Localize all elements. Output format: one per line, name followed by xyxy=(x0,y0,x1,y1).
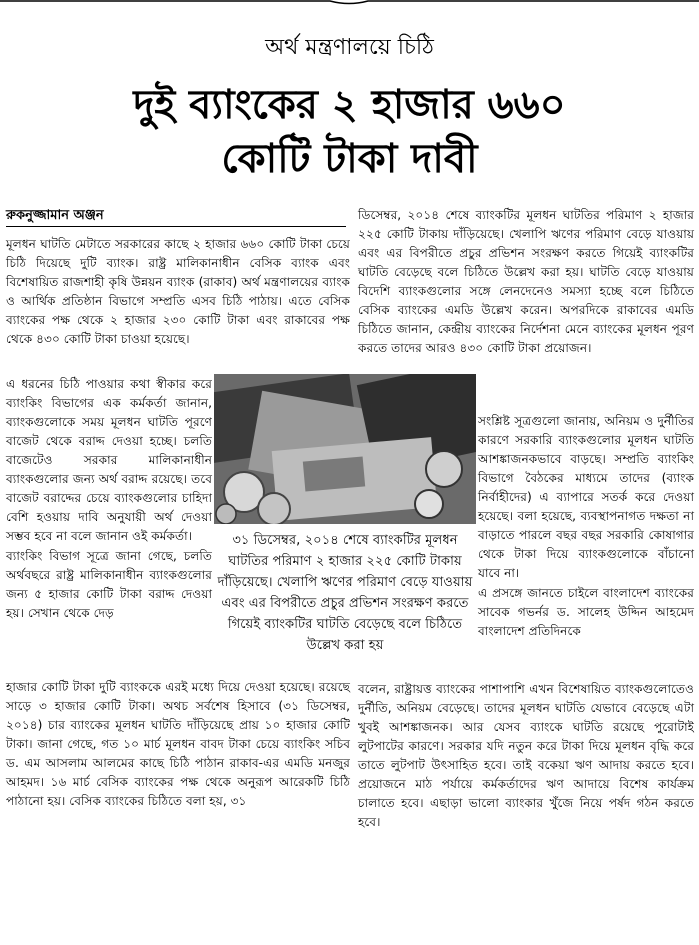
top-decorative-rule xyxy=(0,0,699,6)
headline xyxy=(0,78,699,186)
banknotes-icon xyxy=(214,374,476,524)
paragraph: হাজার কোটি টাকা দুটি ব্যাংককে এরই মধ্যে দিয়ে দেওয়া হয়েছে। রয়েছে সাড়ে ৩ হাজার কোটি টাকা। অথচ সর্বশেষ হিসাবে (৩১ ডিসেম্বর, ২০১৪) চার ব্যাংকের মূলধন ঘাটতি দাঁড়িয়েছে প্রায় ১০ হাজার কোটি টাকা। জানা গেছে, গত ১০ মার্চ মূলধন বাবদ টাকা চেয়ে ব্যাংকিং সচিব ড. এম আসলাম আলমের কাছে চিঠি পাঠান রাকাব-এর এমডি মনজুর আহমদ। ১৬ মার্চ বেসিক ব্যাংকের পক্ষ থেকে অনুরূপ আরেকটি চিঠি পাঠানো হয়। বেসিক ব্যাংকের চিঠিতে বলা হয়, ৩১ xyxy=(6,680,350,808)
headline-line-1: দুই ব্যাংকের ২ হাজার ৬৬০ xyxy=(133,82,566,128)
paragraph: সংশ্লিষ্ট সূত্রগুলো জানায়, অনিয়ম ও দুর্নীতির কারণে সরকারি ব্যাংকগুলোর মূলধন ঘাটতি আশঙ্কাজনকভাবে বাড়ছে। সম্প্রতি ব্যাংকিং বিভাগে বৈঠকের মাধ্যমে তাদের (ব্যাংক নির্বাহীদের) এ ব্যাপারে সতর্ক করে দেওয়া হয়েছে। বলা হয়েছে, ব্যবস্থাপনাগত দক্ষতা না বাড়াতে পারলে বছর বছর সরকারি কোষাগার থেকে টাকা দিয়ে ব্যাংকগুলোকে বাঁচানো যাবে না। xyxy=(478,414,694,580)
headline-line-2: কোটি টাকা দাবী xyxy=(221,136,478,182)
paragraph: মূলধন ঘাটতি মেটাতে সরকারের কাছে ২ হাজার ৬৬০ কোটি টাকা চেয়ে চিঠি দিয়েছে দুটি ব্যাংক। রাষ্ট্র মালিকানাধীন বেসিক ব্যাংক এবং বিশেষায়িত রাজশাহী কৃষি উন্নয়ন ব্যাংক (রাকাব) অর্থ মন্ত্রণালয়ের ব্যাংক ও আর্থিক প্রতিষ্ঠান বিভাগে সম্প্রতি এসব চিঠি পাঠায়। এতে বেসিক ব্যাংকের পক্ষ থেকে ২ হাজার ২৩০ কোটি টাকা এবং রাকাবের পক্ষ থেকে ৪৩০ কোটি টাকা চাওয়া হয়েছে। xyxy=(6,237,350,346)
right-column xyxy=(478,412,694,642)
right-top-paragraph xyxy=(358,206,694,359)
bottom-right-paragraph xyxy=(358,680,694,833)
paragraph: এ প্রসঙ্গে জানতে চাইলে বাংলাদেশ ব্যাংকের সাবেক গভর্নর ড. সালেহ উদ্দিন আহমেদ বাংলাদেশ প্রতিদিনকে xyxy=(478,586,694,638)
byline-rule xyxy=(6,226,346,227)
left-column xyxy=(6,375,212,624)
bottom-left-paragraph xyxy=(6,678,350,812)
paragraph: ব্যাংকিং বিভাগ সূত্রে জানা গেছে, চলতি অর্থবছরে রাষ্ট্র মালিকানাধীন ব্যাংকগুলোর জন্য ৫ হাজার কোটি টাকা বরাদ্দ দেওয়া হয়। সেখান থেকে দেড় xyxy=(6,549,212,620)
banknotes-coins-photo xyxy=(214,374,476,524)
left-top-paragraph xyxy=(6,235,350,350)
kicker: অর্থ মন্ত্রণালয়ে চিঠি xyxy=(265,35,434,60)
byline: রুকনুজ্জামান অঞ্জন xyxy=(6,208,104,223)
paragraph: এ ধরনের চিঠি পাওয়ার কথা স্বীকার করে ব্যাংকিং বিভাগের এক কর্মকর্তা জানান, ব্যাংকগুলোকে সময় মূলধন ঘাটতি পূরণে বাজেট থেকে বরাদ্দ দেওয়া হচ্ছে। চলতি বাজেটেও সরকার মালিকানাধীন ব্যাংকগুলোর জন্য অর্থ বরাদ্দ রয়েছে। তবে বাজেট বরাদ্দের চেয়ে ব্যাংকগুলোর চাহিদা বেশি হওয়ায় দাবি অনুযায়ী অর্থ দেওয়া সম্ভব হবে না বলে জানান ওই কর্মকর্তা। xyxy=(6,377,212,543)
paragraph: ডিসেম্বর, ২০১৪ শেষে ব্যাংকটির মূলধন ঘাটতির পরিমাণ ২ হাজার ২২৫ কোটি টাকায় দাঁড়িয়েছে। খেলাপি ঋণের পরিমাণ বেড়ে যাওয়ায় এবং এর বিপরীতে প্রচুর প্রভিশন সংরক্ষণ করতে গিয়েই ব্যাংকটির ঘাটতি বেড়েছে বলে চিঠিতে উল্লেখ করা হয়। ঘাটতি বেড়ে যাওয়ায় বিদেশি ব্যাংকগুলোর সঙ্গে লেনদেনেও সমস্যা হচ্ছে বলে চিঠিতে বেসিক ব্যাংকের এমডি উল্লেখ করেন। অপরদিকে রাকাবের এমডি চিঠিতে জানান, কেন্দ্রীয় ব্যাংকের নির্দেশনা মেনে ব্যাংকের মূলধন পূরণ করতে তাদের আরও ৪৩০ কোটি টাকা প্রয়োজন। xyxy=(358,208,694,355)
pull-quote: ৩১ ডিসেম্বর, ২০১৪ শেষে ব্যাংকটির মূলধন ঘাটতির পরিমাণ ২ হাজার ২২৫ কোটি টাকায় দাঁড়িয়েছে। খেলাপি ঋণের পরিমাণ বেড়ে যাওয়ায় এবং এর বিপরীতে প্রচুর প্রভিশন সংরক্ষণ করতে গিয়েই ব্যাংকটির ঘাটতি বেড়েছে বলে চিঠিতে উল্লেখ করা হয় xyxy=(217,533,473,653)
paragraph: বলেন, রাষ্ট্রায়ত্ত ব্যাংকের পাশাপাশি এখন বিশেষায়িত ব্যাংকগুলোতেও দুর্নীতি, অনিয়ম বেড়েছে। তাদের মূলধন ঘাটতি যেভাবে বেড়েছে এটা খুবই আশঙ্কাজনক। আর যেসব ব্যাংকে ঘাটতি রয়েছে পুরোটাই লুটপাটের কারণে। সরকার যদি নতুন করে টাকা দিয়ে মূলধন বৃদ্ধি করে তাতে লুটপাট উৎসাহিত হবে। তাই বকেয়া ঋণ আদায় করতে হবে। প্রয়োজনে মাঠ পর্যায়ে কর্মকর্তাদের ঋণ আদায়ে বিশেষ কার্যক্রম চালাতে হবে। এছাড়া ভালো ব্যাংকার খুঁজে নিয়ে পর্ষদ গঠন করতে হবে। xyxy=(358,682,694,829)
